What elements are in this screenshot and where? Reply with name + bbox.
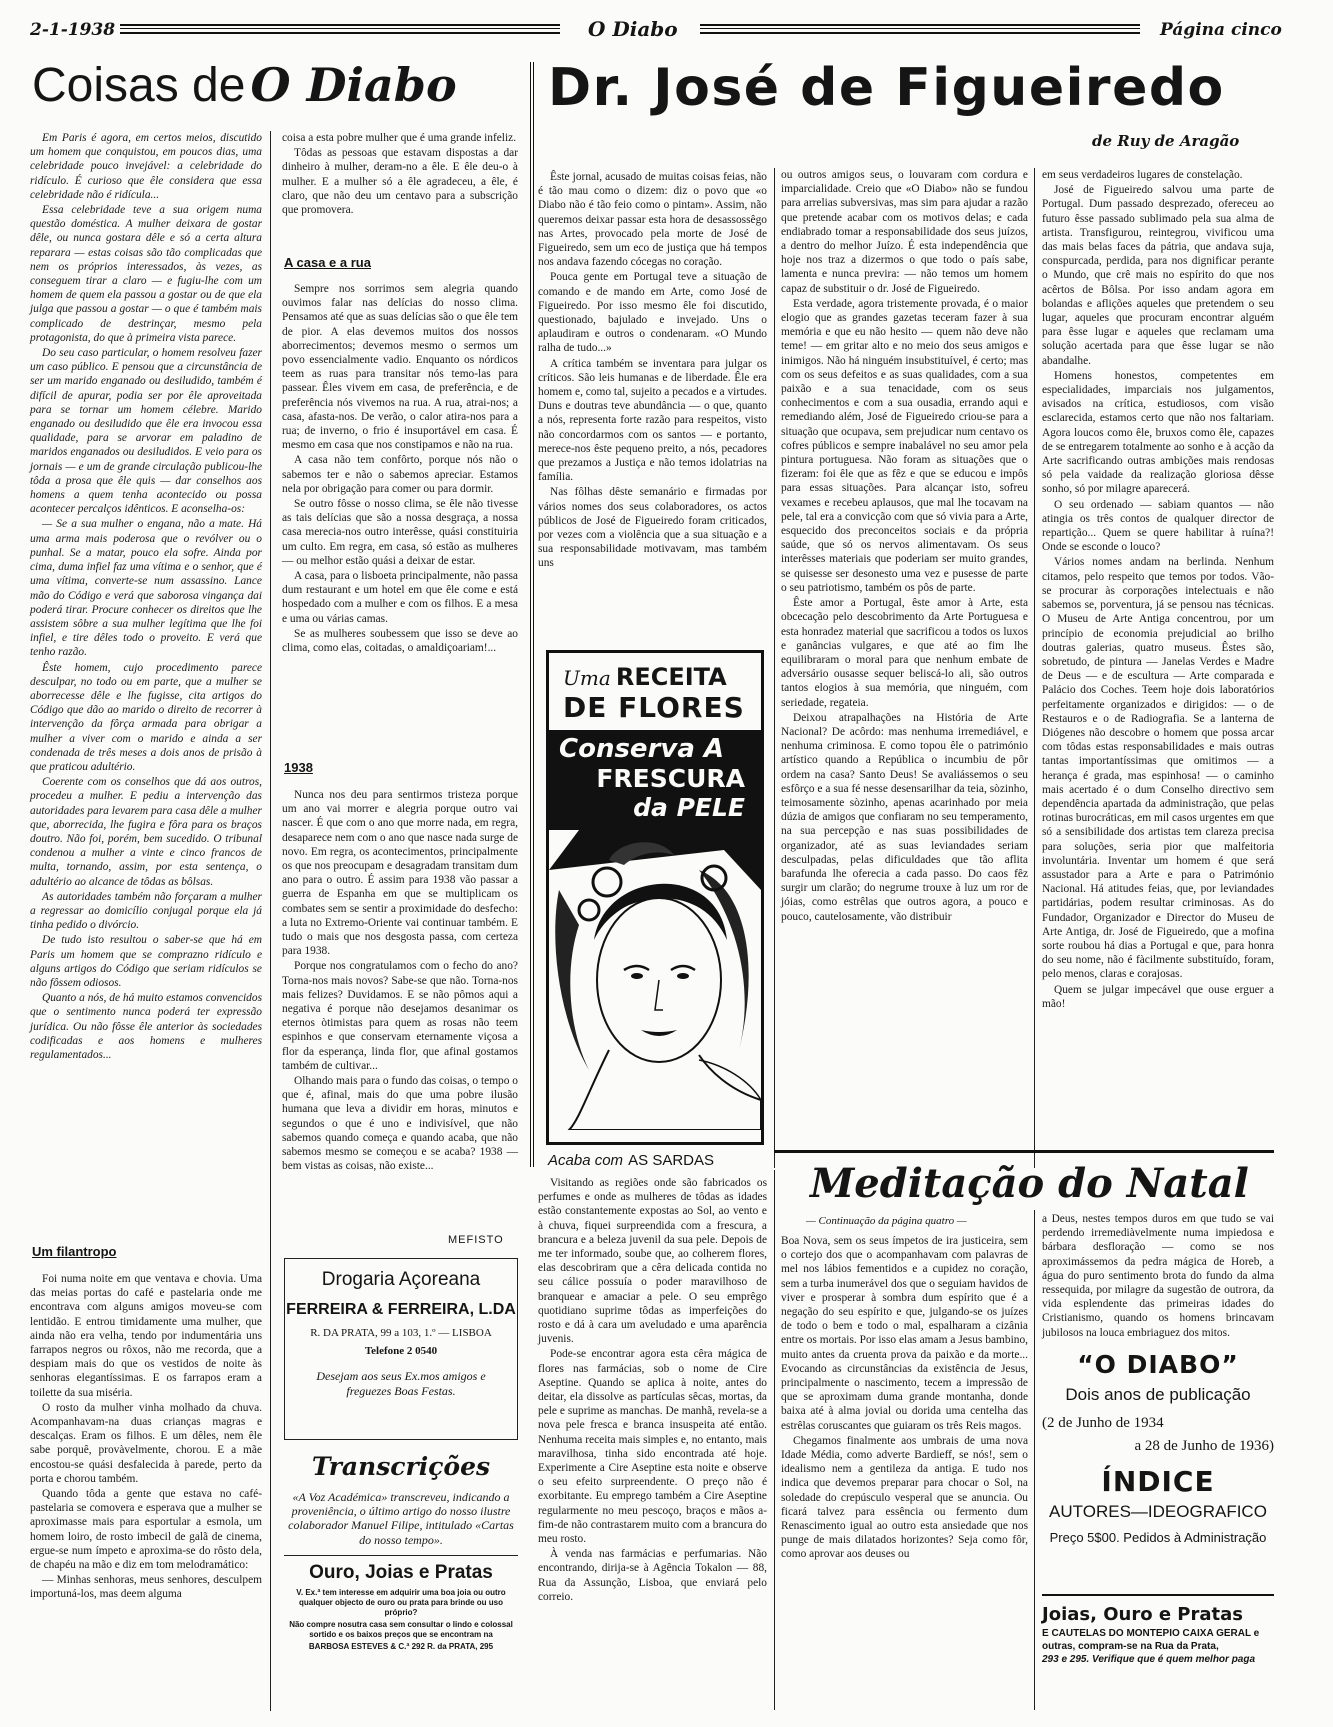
paragraph: Vários nomes andam na berlinda. Nenhum citamos, pelo respeito que temos por todos. Vão-se procurar às corporações intelectuais e não sabemos se, porventura, já se pensou nas técnicas. O Museu de Arte Antiga concentrou, por um princípio de economia prejudicial ao brilho doutras galerias, quatro museus. Êstes são, sobretudo, de pintura — Janelas Verdes e Madre de Deus — e de escultura — Arte comparada e Palácio dos Coches. Teem hoje dois laboratórios perfeitamente organizados e dirigidos: — o de Restauros e o de Radiografia. Se a lanterna de Diógenes não descobre o homem que possa arcar com tôdas estas responsabilidades e mais outras tantas importantíssimas que omitimos — a herança é grada, mas espinhosa! — o caminho mais acertado é o dum Conselho directivo sem dependência apartada da administração, que pelas rotinas burocráticas, em mil casos urgentes em que só a sensibilidade dos artistas tem clareza precisa para soluções, seria pior que malfeitoria involuntária. Inventar um homem é que será assustador para a Arte e para o Património Nacional. Há atitudes feias, que, por leviandades partidárias, podem resultar criminosas. As do Fundador, Organizador e Director do Museu de Arte Antiga, dr. José de Figueiredo, que a mofina sorte roubou há dias a Portugal e que, para honra do seu nome, não é fàcilmente substituído, foram, pelo menos, claras e corajosas. [1042, 556, 1274, 981]
paragraph: Em Paris é agora, em certos meios, discutido um homem que conquistou, em poucos dias, uma celebridade pouco invejável: a celebridade do ridículo. É curioso que êle considera que essa celebridade não é ridícula... [30, 132, 262, 201]
paragraph: Pode-se encontrar agora esta cêra mágica de flores nas farmácias, sob o nome de Cire Aseptine. Quando se aplica à noite, antes do deitar, ela dissolve as partículas sêcas, mortas, da pele e suprime as manchas. De manhã, revela-se a nova pele fresca e branca insuspeita até então. Nenhuma receita mais simples e, no entanto, mais maravilhosa, tinha sido encontrada até hoje. Experimente a Cire Aseptine esta noite e observe o seu efeito surpreendente. O preço não é exorbitante. Eu emprego também a Cire Aseptine regularmente no meu pescoço, braços e mãos a-fim-de não contrastarem muito com a brancura do meu rosto. [538, 1348, 767, 1546]
paragraph: Olhando mais para o fundo das coisas, o tempo o que é, afinal, mais do que uma pobre ilusão humana que leva a dividir em horas, minutos e segundos o que é uno e indivisível, que não sabemos quando começa e quando acaba, que não sabemos mesmo se começou e se acaba? 1938 — bem vistas as coisas, não existe... [282, 1075, 518, 1173]
paragraph: Visitando as regiões onde são fabricados os perfumes e onde as mulheres de tôdas as idades estão constantemente expostas ao Sol, ao vento e à chuva, fiquei surpreendida com a frescura, a brancura e a beleza juvenil da sua pele. Depois de me ter informado, soube que, ao colherem flores, elas descobriram que a cêra delicada contida no seu cálice possuía o poder maravilhoso de branquear e amaciar a pele. O seu emprêgo quotidiano suprime tôdas as imperfeições do rosto e dá à cara um aveludado e uma aparência juvenis. [538, 1177, 767, 1346]
paragraph: Do seu caso particular, o homem resolveu fazer um caso público. E pensou que a circunstância de ser um marido enganado ou desiludido, também é difícil de apurar, podia ser por êle aproveitada para se tornar um homem célebre. Marido enganado ou desiludido que êle era invocou essa qualidade, para se arvorar em paladino de maridos enganados ou desiludidos. E veio para os jornais — e um de grande circulação publicou-lhe tôda a prosa que êle quis — dar conselhos aos homens a quem tenha acontecido ou possa acontecer percalços idênticos. E aconselha-os: [30, 347, 262, 516]
paragraph: — Se a sua mulher o engana, não a mate. Há uma arma mais poderosa que o revólver ou o punhal. Se a matar, pouco ela sofre. Ainda por cima, duma infiel faz uma vítima e o senhor, que é uma vítima, converte-se num assassino. Lance mão do Código e verá que saborosa vingança dai poderá tirar. Procure conhecer os direitos que lhe assistem sôbre a sua mulher legítima que lhe foi infiel, e tire dêles todo o proveito. E verá que tenho razão. [30, 518, 262, 659]
paragraph: Se as mulheres soubessem que isso se deve ao clima, como elas, coitadas, o amaldiçoariam!... [282, 627, 518, 655]
ad-joias-title: Joias, Ouro e Pratas [1042, 1604, 1243, 1625]
paragraph: Quem se julgar impecável que ouse erguer a mão! [1042, 983, 1274, 1010]
ad-joias [1042, 1594, 1274, 1666]
paragraph: Chegamos finalmente aos umbrais de uma nova Idade Média, como adverte Bardieff, se nós!, sem o idealismo nem a gentileza da antiga. E tudo nos indica que devemos preparar para chocar o Sol, na soledade do crepúsculo vesperal que se anuncia. Ou ficará talvez para essência ou fermento dum Renascimento igual ao outro esta ansiedade que nos punge de mais dilatados horizontes? Seja como fôr, como aprovar aos deuses ou [781, 1434, 1028, 1561]
header-rule-left [120, 24, 560, 34]
column-divider-main [530, 62, 534, 1167]
promo-index-sub: AUTORES—IDEOGRAFICO [1049, 1502, 1267, 1521]
paragraph: Homens honestos, competentes em especialidades, imparciais nos julgamentos, avisados na crítica, estudiosos, com visão esclarecida, estamos certo que não nos faltariam. Agora loucos como êle, bruxos como êle, capazes de se entregarem totalmente ao sonho e à acção da Arte sacrificando outras ambições mais rendosas só pela vaidade da realização gloriosa dêsse sonho, só por milagre aparecerá. [1042, 369, 1274, 496]
promo-line1: Dois anos de publicação [1065, 1385, 1251, 1404]
paragraph: De tudo isto resultou o saber-se que há em Paris um homem que se comprazno ridículo e alguns artigos do Código que seriam ridículos se não fôssem odiosos. [30, 934, 262, 989]
paragraph: A casa, para o lisboeta principalmente, não passa dum restaurant e um hotel em que êle come e está hospedado com a mulher e com os filhos. E a mesa e uma ou várias camas. [282, 570, 518, 625]
subheading-filantropo: Um filantropo [32, 1244, 117, 1259]
promo-index: ÍNDICE [1101, 1465, 1215, 1498]
column-divider [270, 131, 271, 1711]
transcricoes-text: «A Voz Académica» transcreveu, indicando a proveniência, o último artigo do nosso ilustre colaborador Manuel Filipe, intitulado «Cartas do nosso tempo». [288, 1490, 514, 1547]
ad-joias-line2: 293 e 295. Verifique que é quem melhor paga [1042, 1654, 1256, 1665]
paragraph: Deixou atrapalhações na História de Arte Nacional? De acôrdo: mas nenhuma irremediável, e nenhuma criminosa. E como topou êle o património artístico quando a República o incumbiu de pôr ordem na casa? Santo Deus! Se avaliássemos o seu esfôrço e a sua fé nesse desensarilhar da teia, sòzinho, teimosamente sòzinho, apenas acarinhado por meia dúzia de amigos que confiaram no seu temperamento, na sua percepção e nas suas possibilidades de organizador, até as suas leviandades seriam desculpadas, pelas dificuldades que tão aflita barafunda lhe oferecia a cada passo. Do caos fêz surgir um clarão; do negrume trouxe à luz um ror de jóias, como estrêlas que outros agora, a pouco e pouco, cautelosamente, vão distribuir [781, 711, 1028, 923]
ad-ouro-title: Ouro, Joias e Pratas [309, 1562, 493, 1583]
paragraph: Foi numa noite em que ventava e chovia. Uma das meias portas do café e pastelaria onde me encontrava com alguns amigos moveu-se com lentidão. E entrou timidamente uma mulher, que ainda não era velha, tendo por indumentária uns farrapos negros ou rôxos, não me recorda, que a despiam mais do que os vestidos de noite às senhoras elegantíssimas. E os farrapos eram a toilette da sua miséria. [30, 1273, 262, 1399]
paragraph: Nunca nos deu para sentirmos tristeza porque um ano vai morrer e alegria porque outro vai nascer. É que com o ano que morre nada, em regra, desaparece nem com o ano que nasce nada surge de novo. Em regra, os acontecimentos, principalmente os que nos preocupam e desagradam transitam dum ano para o outro. É assim para 1938 vão passar a guerra de Espanha em que se multiplicam os combates sem se sentir a proximidade do desfecho: a luta no Extremo-Oriente vai continuar também. E tudo o mais que nos desgosta passa, com certeza para 1938. [282, 789, 518, 958]
meditacao-column-1 [781, 1234, 1028, 1563]
ad-receita-line3: Conserva A [559, 734, 725, 764]
promo-title: “O DIABO” [1077, 1350, 1239, 1379]
paragraph: Coerente com os conselhos que dá aos outros, procedeu a mulher. E pediu a intervenção das autoridades para levarem para casa dêle a mulher que, aborrecida, lhe fugira e fôra para os braços doutro. Não foi, porém, bem sucedido. O tribunal condenou a mulher a vinte e cinco francos de multa, tornando, assim, por esta sentença, o adultério ao alcance de tôdas as bôlsas. [30, 776, 262, 888]
subheading-1938: 1938 [284, 760, 313, 775]
paragraph: a Deus, nestes tempos duros em que tudo se vai perdendo irremediàvelmente numa impiedosa e bárbara desfloração — como se nos aproximássemos da pedra mágica de Horeb, a água do puro sentimento brota do fundo da alma ressequida, por milagre da sugestão de outrora, da vida esplendente das primeiras idades do Cristianismo, quando os homens brincavam jubilosos na louca embriaguez dos mitos. [1042, 1213, 1274, 1339]
figueiredo-column-3 [1042, 168, 1274, 1012]
left-column-2-casa [282, 282, 518, 656]
ad-drogaria-phone: Telefone 2 0540 [364, 1345, 438, 1357]
paragraph: Nas fôlhas dêste semanário e firmadas por vários nomes dos seus colaboradores, os actos públicos de José de Figueiredo foram criticados, por vezes com a violência que a sua situação e a sua responsabilidade motivavam, mas também uns [538, 486, 767, 570]
headline-prefix: Coisas de [32, 59, 246, 112]
figueiredo-column-2 [781, 168, 1028, 925]
ad-receita-line5: da PELE [633, 793, 745, 822]
byline: de Ruy de Aragão [1092, 132, 1240, 150]
paragraph: Tôdas as pessoas que estavam dispostas a dar dinheiro à mulher, deram-no a êle. E êle deu-o à mulher. E a mulher só a êle agradeceu, a êle, é claro, que não deu um centavo para a subscrição que promovera. [282, 147, 518, 217]
paragraph: — Minhas senhoras, meus senhores, desculpem importuná-los, mas deem alguma [30, 1574, 262, 1601]
ad-drogaria-greeting: Desejam aos seus Ex.mos amigos e freguezes Boas Festas. [316, 1369, 486, 1398]
ad-receita-line4: FRESCURA [596, 764, 745, 793]
page-number-label: Página cinco [1160, 20, 1282, 40]
paragraph: José de Figueiredo salvou uma parte de Portugal. Dum passado desprezado, ofereceu ao futuro êsse passado sublimado pela sua alma de artista. Transfigurou, reintegrou, vivificou uma das mais belas faces da pátria, que andava suja, conspurcada, perdida, para nos dignificar perante o Mundo, que crê mais no espírito do que nos acêrtos de Bôlsa. Por isso andam agora em bolandas e aflições aqueles que pretendem o seu lugar, aqueles que procuram encontrar alguém para êsse lugar e aqueles que reclamam uma solução acertada para que êsse lugar se não abandalhe. [1042, 184, 1274, 367]
paragraph: Êste jornal, acusado de muitas coisas feias, não é tão mau como o dizem: diz o povo que «o Diabo não é tão feio como o pintam». Assim, não queremos deixar passar esta hora de desassossêgo nas Artes, provocado pela morte de José de Figueiredo, sem um eco de justiça que há tempos nos andava fazendo cócegas no coração. [538, 171, 767, 269]
left-column-2-1938 [282, 788, 518, 1174]
ad-ouro-line1: V. Ex.ª tem interesse em adquirir uma boa joia ou outro qualquer objecto de ouro ou prata para brinde ou uso próprio? [296, 1588, 506, 1617]
left-column-1-lower [30, 1272, 262, 1603]
left-column-2 [282, 131, 518, 218]
masthead: O Diabo [588, 17, 678, 41]
meditacao-title: Meditação do Natal [810, 1160, 1249, 1207]
paragraph: Sempre nos sorrimos sem alegria quando ouvimos falar nas delícias do nosso clima. Pensamos até que as suas delícias são o que êle tem de pior. A elas devemos muitos dos nossos aborrecimentos; devemos mesmo o sermos um povo essencialmente vadio. Enquanto os nórdicos teem as ruas para transitar nós temo-las para passear. Êles vivem em casa, de preferência, e de preferência nós vivemos na rua. A rua, atrai-nos; a casa, afasta-nos. De verão, o calor atira-nos para a rua; de inverno, o frio é insuportável em casa. É mesmo em casa que nos constipamos e não na rua. [282, 283, 518, 452]
promo-box [1042, 1350, 1274, 1545]
headline-brand: O Diabo [250, 58, 457, 112]
ad-receita-receita: RECEITA [615, 663, 727, 691]
paragraph: coisa a esta pobre mulher que é uma grande infeliz. [282, 132, 517, 144]
paragraph: em seus verdadeiros lugares de constelação. [1042, 169, 1243, 181]
paragraph: Êste homem, cujo procedimento parece desculpar, no todo ou em parte, que a mulher se aborrecesse dêle e lhe fugisse, cita artigos do Código que dão ao marido o direito de recorrer à intervenção da fôrça armada para obrigar a mulher a viver com o marido e ainda a ser condenada de três meses a dois anos de prisão à que praticou adultério. [30, 661, 262, 773]
page-date: 2-1-1938 [30, 20, 116, 40]
transcricoes-title: Transcrições [311, 1452, 491, 1481]
meditacao-column-2 [1042, 1212, 1274, 1341]
ad-receita-caption-a: Acaba com [548, 1152, 624, 1169]
ad-drogaria-firm: FERREIRA & FERREIRA, L.DA [286, 1301, 516, 1318]
ad-receita-uma: Uma [563, 666, 611, 690]
ad-receita-banner [549, 730, 761, 830]
ad-receita-caption-b: AS SARDAS [628, 1152, 715, 1169]
signature: MEFISTO [448, 1234, 504, 1246]
subheading-casa-rua: A casa e a rua [284, 255, 371, 270]
paragraph: À venda nas farmácias e perfumarias. Não encontrando, dirija-se à Agência Tokalon — 88, Rua da Assunção, Lisboa, que enviará pelo correio. [538, 1548, 767, 1603]
paragraph: Quanto a nós, de há muito estamos convencidos que o sentimento nunca poderá ter expressão jurídica. Ou não fôsse êle anterior às sociedades codificadas e aos homens e mulheres regulamentados... [30, 992, 262, 1061]
right-headline: Dr. José de Figueiredo [548, 58, 1225, 118]
figueiredo-column-1 [538, 170, 767, 572]
paragraph: Quando tôda a gente que estava no café-pastelaria se comovera e esperava que a mulher se aproximasse mais para esportular a esmola, um homem loiro, de rosto imbecil de galã de cinema, ergue-se num ímpeto e aproxima-se do rôsto dela, de chapéu na mão e diz em tom melodramático: [30, 1488, 262, 1572]
paragraph: Boa Nova, sem os seus ímpetos de ira justiceira, sem o cortejo dos que o acompanhavam com palavras de mel nos lábios fementidos e a cupidez no coração, sem a turba inumerável dos que o seguiam havidos de viver e prosperar à sombra dum espírito que é a negação do seu espírito e que, julgando-se os juízes de todo o bem e todo o mal, espalharam a cizânia entre os mortais. Por isso elas amam a Jesus bambino, muito antes da cruenta prova da paixão e da morte... Evocando as circunstâncias da existência de Jesus, principalmente o nascimento, tecem a impressão de que se aproximam duma grande montanha, donde baixa até à alma jovial ou dorida uma centelha das estrêlas coruscantes que guiaram os três Reis magos. [781, 1235, 1028, 1432]
paragraph: Porque nos congratulamos com o fecho do ano? Torna-nos mais novos? Sabe-se que não. Torna-nos mais felizes? Duvidamos. E se não pômos aqui a negativa é porque não desejamos desanimar os eternos òtimistas para quem as rosas não teem espinhos e que conservam eternamente viçosa a flor da esperança, linda flor, que afinal gostamos também de cultivar... [282, 960, 518, 1072]
column-divider [1034, 168, 1035, 1168]
ad-receita-caption [548, 1150, 714, 1169]
column-divider [774, 1170, 775, 1710]
section-rule [774, 1150, 1274, 1153]
paragraph: O rosto da mulher vinha molhado da chuva. Acompanhavam-na duas crianças magras e descalças. Eram os filhos. E um dêles, nem êle sabe porquê, provàvelmente, chorou. E a mãe encostou-se quási desfalecida à parede, perto da porta e chorou também. [30, 1401, 262, 1485]
paragraph: As autoridades também não forçaram a mulher a regressar ao domicílio conjugal porque ela já tinha pedido o divórcio. [30, 890, 262, 932]
woman-portrait-illustration [549, 830, 761, 1130]
paragraph: Êste amor a Portugal, êste amor à Arte, esta obcecação pelo descobrimento da Arte Portuguesa e esta honradez material que sacrificou a todos os luxos e ganâncias vulgares, e que até ao fim lhe equilibraram o moral para que nenhum embate de adversário ousasse sequer beliscá-lo ali, são outros tantos elogios à sua memória, que ninguém, com seriedade, regateia. [781, 597, 1028, 709]
ad-receita [546, 650, 764, 1145]
promo-price: Preço 5$00. Pedidos à Administração [1049, 1530, 1267, 1545]
ad-ouro-line3: BARBOSA ESTEVES & C.ª 292 R. da PRATA, 295 [308, 1642, 494, 1651]
header-rule-right [700, 24, 1140, 34]
ad-ouro-line2: Não compre nosutra casa sem consultar o lindo e colossal sortido e os baixos preços que se encontram na [289, 1620, 513, 1639]
promo-line2: (2 de Junho de 1934 [1042, 1415, 1164, 1431]
paragraph: ou outros amigos seus, o louvaram com cordura e imparcialidade. Creio que «O Diabo» não se fundou para arrelias subversivas, mas sim para ajudar a razão que pretende acabar com os motivos delas; e cada endiabrado tomar a responsabilidade dos seus juízos, a dentro do melhor Juízo. É esta independência que hoje nos traz a dizermos o que todo o país sabe, lamenta e nunca previra: — não temos um homem capaz de substituir o dr. José de Figueiredo. [781, 169, 1028, 295]
ad-receita-line1 [563, 663, 761, 691]
paragraph: A crítica também se inventara para julgar os críticos. São leis humanas e de liberdade. Êle era homem e, como tal, sujeito a pecados e a virtudes. Duns e doutras teve abundância — o que, quanto a nós, representa forte razão para respeitos, visto não concordarmos com os santos — e portanto, merece-nos êste pequeno preito, a nós, pecadores que prezamos a Justiça e não temos idolatrias na família. [538, 357, 768, 484]
paragraph: A casa não tem confôrto, porque nós não o sabemos ter e não o sabemos apreciar. Estamos nela por obrigação para comer ou para dormir. [282, 454, 518, 495]
ad-drogaria-name: Drogaria Açoreana [321, 1269, 481, 1290]
ad-receita-line2: DE FLORES [563, 691, 745, 724]
ad-receita-body [538, 1176, 767, 1605]
column-divider [774, 168, 775, 1168]
promo-line3: a 28 de Junho de 1936) [1134, 1438, 1274, 1454]
meditacao-note: — Continuação da página quatro — [806, 1215, 967, 1227]
ad-drogaria [284, 1258, 518, 1440]
ad-ouro [284, 1555, 518, 1652]
left-column-1 [30, 131, 262, 1063]
paragraph: Essa celebridade teve a sua origem numa questão doméstica. A mulher deixara de gostar dêle, ou nunca gostara dêle e só a certa altura reparara — estas coisas são tão complicadas que nem os próprios interessados, às vezes, as conseguem tirar a claro — e fugiu-lhe com um homem de quem ela passou a gostar ou de que ela julga que passou a gostar — o que é também mais complicado de destrinçar, mesmo pela protagonista, do que à primeira vista parece. [30, 204, 262, 344]
paragraph: O seu ordenado — sabiam quantos — não atingia os três contos de qualquer director de repartição... Quem se quere habilitar à ruína?! Onde se esconde o louco? [1042, 498, 1274, 554]
ad-drogaria-address: R. DA PRATA, 99 a 103, 1.º — LISBOA [310, 1327, 492, 1339]
paragraph: Pouca gente em Portugal teve a situação de comando e de mando em Arte, como José de Figueiredo. Por isso mesmo êle foi discutido, questionado, bajulado e invejado. Uns o aplaudiram e outros o condenaram. «O Mundo ralha de tudo...» [538, 271, 767, 355]
paragraph: Esta verdade, agora tristemente provada, é o maior elogio que as grandes gazetas teceram fazer à sua memória e que eu não hesito — quem não deve não teme! — em gritar alto e no meio dos seus amigos e inimigos. Não há ninguém insubstituível, é certo; mas com os seus defeitos e as suas qualidades, com a sua paixão e a sua tenacidade, com os seus conhecimentos e com a sua ousadia, errando aqui e remediando além, José de Figueiredo criou-se para a situação que ocupava, sem prejudicar num centavo os cofres públicos e sempre inabalável no seu amor pela pintura portuguesa. Não foram as situações que o fizeram: foi êle que as fêz e que se educou e impôs para essas situações. Para alcançar isto, sofreu vexames e recebeu aplausos, que mal lhe tocavam na pele, tal era a convicção com que só vivia para a Arte, esquecido dos preconceitos sociais e da própria saúde, que só os nervos alimentavam. Os seus interêsses materiais que poderiam ser muito grandes, se quisesse ser desonesto uma vez e pusesse de parte o seu patriotismo, também os pôs de parte. [781, 297, 1028, 594]
left-headline [32, 58, 457, 113]
paragraph: Se outro fôsse o nosso clima, se êle não tivesse as tais delícias que são a nossa desgraça, a nossa casa merecia-nos outro interêsse, quási constituiria um culto. Em regra, em casa, só estão as mulheres — ou melhor estão quási a deixar de estar. [282, 498, 518, 567]
ad-joias-line1: E CAUTELAS DO MONTEPIO CAIXA GERAL e outras, compram-se na Rua da Prata, [1042, 1628, 1260, 1652]
column-divider [1034, 1210, 1035, 1710]
